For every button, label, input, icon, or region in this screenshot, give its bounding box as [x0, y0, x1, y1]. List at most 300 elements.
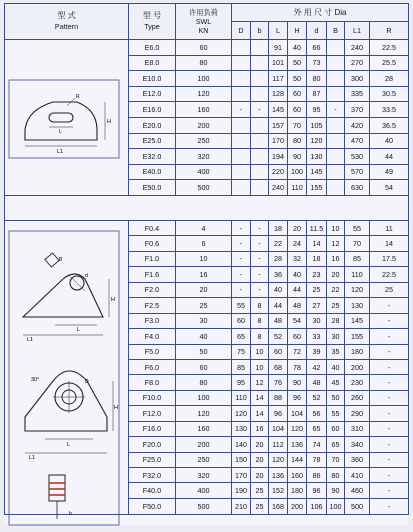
- cell-d: 60: [232, 313, 251, 328]
- cell-l: 101: [269, 55, 288, 71]
- cell-b: -: [251, 282, 269, 297]
- table-body: [5, 40, 409, 515]
- label-angle: 30°: [31, 377, 40, 383]
- cell-l: 96: [269, 406, 288, 421]
- cell-swl: 80: [176, 375, 232, 390]
- cell-h: 200: [288, 498, 307, 514]
- cell-type: F2.5: [129, 298, 176, 313]
- cell-r: -: [370, 452, 409, 467]
- cell-type: E20.0: [129, 117, 176, 133]
- cell-d: 86: [307, 468, 327, 483]
- cell-swl: 400: [176, 483, 232, 498]
- cell-swl: 25: [176, 298, 232, 313]
- pattern-header: [5, 4, 129, 40]
- cell-l1: 630: [345, 180, 370, 196]
- cell-d: 30: [307, 313, 327, 328]
- cell-l: 117: [269, 71, 288, 87]
- cell-d: 140: [232, 437, 251, 452]
- cell-d: 66: [307, 40, 327, 56]
- cell-l1: 570: [345, 164, 370, 180]
- cell-r: -: [370, 437, 409, 452]
- cell-b: [251, 86, 269, 102]
- cell-l: 157: [269, 117, 288, 133]
- cell-l1: 370: [345, 102, 370, 118]
- dim-header-l: L: [269, 22, 288, 40]
- cell-d: 52: [307, 390, 327, 405]
- cell-d: [232, 71, 251, 87]
- cell-l1: 260: [345, 390, 370, 405]
- cell-b: 45: [327, 375, 345, 390]
- label-h-upper: H: [111, 297, 115, 303]
- cell-b: -: [327, 102, 345, 118]
- cell-r: 25: [370, 282, 409, 297]
- dim-header-l1: L1: [345, 22, 370, 40]
- cell-b: -: [251, 251, 269, 266]
- cell-l1: 230: [345, 375, 370, 390]
- cell-l: 120: [269, 452, 288, 467]
- label-d-big: D: [85, 379, 89, 385]
- cell-swl: 320: [176, 149, 232, 165]
- cell-h: 104: [288, 406, 307, 421]
- cell-type: F12.0: [129, 406, 176, 421]
- type-header-en: Type: [144, 22, 160, 32]
- spec-table: [4, 3, 409, 515]
- cell-h: 110: [288, 180, 307, 196]
- cell-d: 106: [307, 498, 327, 514]
- cell-d: 96: [307, 483, 327, 498]
- cell-b: 10: [251, 344, 269, 359]
- cell-b: [251, 133, 269, 149]
- cell-swl: 120: [176, 406, 232, 421]
- cell-b: 20: [327, 267, 345, 282]
- swl-header-en: SWL: [195, 16, 212, 26]
- cell-h: 70: [288, 117, 307, 133]
- cell-h: 20: [288, 221, 307, 236]
- cell-r: 25.5: [370, 55, 409, 71]
- cell-d: -: [232, 221, 251, 236]
- cell-d: 105: [307, 117, 327, 133]
- cell-d: 14: [307, 236, 327, 251]
- cell-b: 65: [327, 437, 345, 452]
- cell-l: 112: [269, 437, 288, 452]
- cell-b: [251, 117, 269, 133]
- cell-d: 42: [307, 359, 327, 374]
- cell-b: 12: [327, 236, 345, 251]
- cell-l: 91: [269, 40, 288, 56]
- cell-r: -: [370, 468, 409, 483]
- label-b-upper: B: [59, 257, 63, 263]
- cell-l1: 360: [345, 452, 370, 467]
- cell-l1: 110: [345, 267, 370, 282]
- cell-l1: 240: [345, 40, 370, 56]
- cell-d: 130: [307, 149, 327, 165]
- cell-b: 16: [327, 251, 345, 266]
- cell-l: 60: [269, 344, 288, 359]
- cell-l: 48: [269, 313, 288, 328]
- cell-d: 155: [307, 180, 327, 196]
- cell-d: [232, 164, 251, 180]
- cell-l: 28: [269, 251, 288, 266]
- cell-b: 35: [327, 344, 345, 359]
- label-h-lower: H: [114, 405, 118, 411]
- cell-l: 40: [269, 282, 288, 297]
- cell-swl: 160: [176, 421, 232, 436]
- swl-header-unit: KN: [198, 26, 209, 36]
- cell-b: 8: [251, 313, 269, 328]
- cell-b: [327, 149, 345, 165]
- cell-l1: 470: [345, 133, 370, 149]
- cell-l: 194: [269, 149, 288, 165]
- cell-l1: 420: [345, 117, 370, 133]
- cell-r: 54: [370, 180, 409, 196]
- pattern-header-cn: 型 式: [57, 11, 76, 21]
- cell-d: [232, 133, 251, 149]
- cell-r: 33.5: [370, 102, 409, 118]
- cell-b: 20: [251, 468, 269, 483]
- cell-b: 8: [251, 329, 269, 344]
- cell-l: 22: [269, 236, 288, 251]
- cell-r: -: [370, 483, 409, 498]
- cell-r: 44: [370, 149, 409, 165]
- cell-h: 90: [288, 375, 307, 390]
- cell-b: 50: [327, 390, 345, 405]
- cell-d: 18: [307, 251, 327, 266]
- cell-swl: 100: [176, 71, 232, 87]
- pattern-f-drawing: [5, 221, 129, 531]
- cell-swl: 100: [176, 390, 232, 405]
- label-r: R: [76, 94, 80, 100]
- cell-r: 30.5: [370, 86, 409, 102]
- cell-r: -: [370, 375, 409, 390]
- cell-d: [232, 117, 251, 133]
- group2-pattern-cell: [5, 221, 129, 515]
- cell-l1: 85: [345, 251, 370, 266]
- cell-l: 145: [269, 102, 288, 118]
- cell-h: 180: [288, 483, 307, 498]
- cell-type: F0.6: [129, 236, 176, 251]
- dim-header-r: R: [370, 22, 409, 40]
- cell-r: 22.5: [370, 267, 409, 282]
- cell-d: 120: [232, 406, 251, 421]
- cell-d: 55: [232, 298, 251, 313]
- cell-l: 220: [269, 164, 288, 180]
- cell-l: 18: [269, 221, 288, 236]
- cell-r: -: [370, 359, 409, 374]
- cell-swl: 50: [176, 344, 232, 359]
- cell-h: 80: [288, 133, 307, 149]
- label-l1: L1: [57, 149, 64, 155]
- pattern-drawing-box: [5, 221, 128, 517]
- cell-r: -: [370, 329, 409, 344]
- cell-d: 74: [307, 437, 327, 452]
- cell-l1: 145: [345, 313, 370, 328]
- cell-r: 22.5: [370, 40, 409, 56]
- cell-r: -: [370, 406, 409, 421]
- cell-h: 54: [288, 313, 307, 328]
- cell-d: 78: [307, 452, 327, 467]
- cell-b: 25: [251, 483, 269, 498]
- cell-d: 190: [232, 483, 251, 498]
- cell-type: F1.0: [129, 251, 176, 266]
- cell-h: 50: [288, 71, 307, 87]
- cell-h: 78: [288, 359, 307, 374]
- cell-type: F3.0: [129, 313, 176, 328]
- label-l-lower: L: [67, 442, 71, 448]
- cell-b: 8: [251, 298, 269, 313]
- cell-l1: 500: [345, 498, 370, 514]
- cell-swl: 500: [176, 498, 232, 514]
- cell-l1: 300: [345, 71, 370, 87]
- cell-b: 90: [327, 483, 345, 498]
- cell-type: F0.4: [129, 221, 176, 236]
- cell-h: 40: [288, 40, 307, 56]
- cell-l: 52: [269, 329, 288, 344]
- swl-header-cn: 许用负荷: [189, 7, 218, 17]
- cell-type: F2.0: [129, 282, 176, 297]
- cell-b: -: [251, 236, 269, 251]
- cell-l1: 200: [345, 359, 370, 374]
- cell-swl: 20: [176, 282, 232, 297]
- cell-r: -: [370, 498, 409, 514]
- cell-swl: 320: [176, 468, 232, 483]
- cell-type: E16.0: [129, 102, 176, 118]
- cell-h: 60: [288, 102, 307, 118]
- cell-d: 150: [232, 452, 251, 467]
- cell-d: [232, 149, 251, 165]
- cell-type: F8.0: [129, 375, 176, 390]
- cell-r: -: [370, 344, 409, 359]
- cell-type: E8.0: [129, 55, 176, 71]
- cell-h: 144: [288, 452, 307, 467]
- table-row: [5, 40, 409, 56]
- cell-l1: 270: [345, 55, 370, 71]
- cell-r: 36.5: [370, 117, 409, 133]
- cell-b: [251, 55, 269, 71]
- cell-l: 152: [269, 483, 288, 498]
- cell-swl: 250: [176, 133, 232, 149]
- cell-h: 44: [288, 282, 307, 297]
- cell-b: [327, 86, 345, 102]
- cell-swl: 40: [176, 329, 232, 344]
- cell-d: 33: [307, 329, 327, 344]
- cell-h: 40: [288, 267, 307, 282]
- cell-d: -: [232, 251, 251, 266]
- cell-b: [327, 71, 345, 87]
- cell-r: -: [370, 313, 409, 328]
- cell-swl: 500: [176, 180, 232, 196]
- cell-l1: 335: [345, 86, 370, 102]
- dim-header-h: H: [288, 22, 307, 40]
- label-b-section: b: [69, 511, 72, 517]
- cell-d: [232, 180, 251, 196]
- cell-d: 130: [232, 421, 251, 436]
- dims-header: 外 用 尺 寸 Dia: [232, 4, 409, 22]
- cell-type: E25.0: [129, 133, 176, 149]
- cell-d: -: [232, 282, 251, 297]
- cell-swl: 4: [176, 221, 232, 236]
- cell-swl: 400: [176, 164, 232, 180]
- cell-d: -: [232, 236, 251, 251]
- cell-r: 11: [370, 221, 409, 236]
- cell-b: 10: [251, 359, 269, 374]
- cell-l1: 310: [345, 421, 370, 436]
- cell-l: 88: [269, 390, 288, 405]
- swl-header: [176, 4, 232, 40]
- cell-d: 210: [232, 498, 251, 514]
- cell-swl: 6: [176, 236, 232, 251]
- cell-type: E32.0: [129, 149, 176, 165]
- cell-h: 136: [288, 437, 307, 452]
- cell-b: -: [251, 267, 269, 282]
- label-l: L: [59, 129, 63, 135]
- cell-d: 170: [232, 468, 251, 483]
- cell-d: 48: [307, 375, 327, 390]
- cell-b: [251, 180, 269, 196]
- cell-r: 40: [370, 133, 409, 149]
- cell-h: 160: [288, 468, 307, 483]
- cell-h: 24: [288, 236, 307, 251]
- cell-type: F4.0: [129, 329, 176, 344]
- cell-type: F5.0: [129, 344, 176, 359]
- cell-d: 95: [307, 102, 327, 118]
- cell-d: 11.5: [307, 221, 327, 236]
- cell-type: F1.6: [129, 267, 176, 282]
- cell-swl: 60: [176, 359, 232, 374]
- cell-h: 32: [288, 251, 307, 266]
- cell-h: 90: [288, 149, 307, 165]
- cell-b: [327, 164, 345, 180]
- dim-header-d: d: [307, 22, 327, 40]
- cell-d: [232, 55, 251, 71]
- cell-type: E40.0: [129, 164, 176, 180]
- cell-type: F6.0: [129, 359, 176, 374]
- cell-h: 100: [288, 164, 307, 180]
- cell-swl: 16: [176, 267, 232, 282]
- cell-b: [327, 55, 345, 71]
- cell-swl: 80: [176, 55, 232, 71]
- cell-b: 14: [251, 390, 269, 405]
- cell-b: [327, 40, 345, 56]
- cell-type: F50.0: [129, 498, 176, 514]
- cell-l1: 70: [345, 236, 370, 251]
- cell-b: 12: [251, 375, 269, 390]
- separator-cell: [5, 196, 409, 221]
- cell-b: 55: [327, 406, 345, 421]
- label-l1-lower: L1: [29, 455, 36, 461]
- cell-b: 25: [327, 298, 345, 313]
- cell-swl: 30: [176, 313, 232, 328]
- cell-swl: 60: [176, 40, 232, 56]
- cell-h: 96: [288, 390, 307, 405]
- cell-b: 16: [251, 421, 269, 436]
- cell-type: F32.0: [129, 468, 176, 483]
- cell-l: 240: [269, 180, 288, 196]
- cell-h: 72: [288, 344, 307, 359]
- cell-b: 70: [327, 452, 345, 467]
- cell-type: E6.0: [129, 40, 176, 56]
- cell-l1: 155: [345, 329, 370, 344]
- cell-r: 28: [370, 71, 409, 87]
- cell-l: 68: [269, 359, 288, 374]
- type-header: [129, 4, 176, 40]
- cell-type: F16.0: [129, 421, 176, 436]
- cell-b: [327, 133, 345, 149]
- label-l1-upper: L1: [27, 337, 34, 343]
- cell-l1: 410: [345, 468, 370, 483]
- cell-d: [232, 86, 251, 102]
- cell-d: 80: [307, 71, 327, 87]
- cell-d: 65: [232, 329, 251, 344]
- cell-l: 76: [269, 375, 288, 390]
- cell-l1: 340: [345, 437, 370, 452]
- dim-header-d: D: [232, 22, 251, 40]
- cell-l: 136: [269, 468, 288, 483]
- label-d-upper: d: [85, 273, 88, 279]
- cell-swl: 160: [176, 102, 232, 118]
- cell-d: -: [232, 267, 251, 282]
- cell-type: F10.0: [129, 390, 176, 405]
- cell-d: 75: [232, 344, 251, 359]
- cell-d: 95: [232, 375, 251, 390]
- label-h: H: [107, 119, 111, 125]
- cell-swl: 200: [176, 437, 232, 452]
- cell-d: 73: [307, 55, 327, 71]
- cell-b: 80: [327, 468, 345, 483]
- cell-swl: 200: [176, 117, 232, 133]
- cell-l1: 120: [345, 282, 370, 297]
- cell-b: [251, 164, 269, 180]
- cell-d: 87: [307, 86, 327, 102]
- cell-l: 36: [269, 267, 288, 282]
- cell-d: 85: [232, 359, 251, 374]
- cell-d: 23: [307, 267, 327, 282]
- cell-r: -: [370, 298, 409, 313]
- cell-type: E10.0: [129, 71, 176, 87]
- type-header-cn: 型 号: [142, 11, 162, 21]
- cell-swl: 250: [176, 452, 232, 467]
- cell-d: [232, 40, 251, 56]
- cell-l1: 55: [345, 221, 370, 236]
- cell-l1: 290: [345, 406, 370, 421]
- cell-d: 25: [307, 282, 327, 297]
- cell-b: 20: [251, 452, 269, 467]
- cell-b: 22: [327, 282, 345, 297]
- cell-l: 104: [269, 421, 288, 436]
- cell-type: F20.0: [129, 437, 176, 452]
- cell-d: 145: [307, 164, 327, 180]
- cell-h: 48: [288, 298, 307, 313]
- cell-b: 10: [327, 221, 345, 236]
- cell-l1: 530: [345, 149, 370, 165]
- group1-pattern-cell: [5, 40, 129, 196]
- cell-d: 120: [307, 133, 327, 149]
- cell-type: F40.0: [129, 483, 176, 498]
- pattern-drawing-box: [5, 40, 128, 195]
- pattern-e-drawing: [5, 40, 129, 190]
- cell-b: 25: [251, 498, 269, 514]
- cell-d: 65: [307, 421, 327, 436]
- cell-d: 110: [232, 390, 251, 405]
- cell-b: 30: [327, 329, 345, 344]
- dim-header-b: B: [327, 22, 345, 40]
- cell-b: [251, 149, 269, 165]
- cell-h: 120: [288, 421, 307, 436]
- cell-b: -: [251, 102, 269, 118]
- cell-r: 14: [370, 236, 409, 251]
- cell-l: 170: [269, 133, 288, 149]
- cell-b: [327, 117, 345, 133]
- cell-l: 168: [269, 498, 288, 514]
